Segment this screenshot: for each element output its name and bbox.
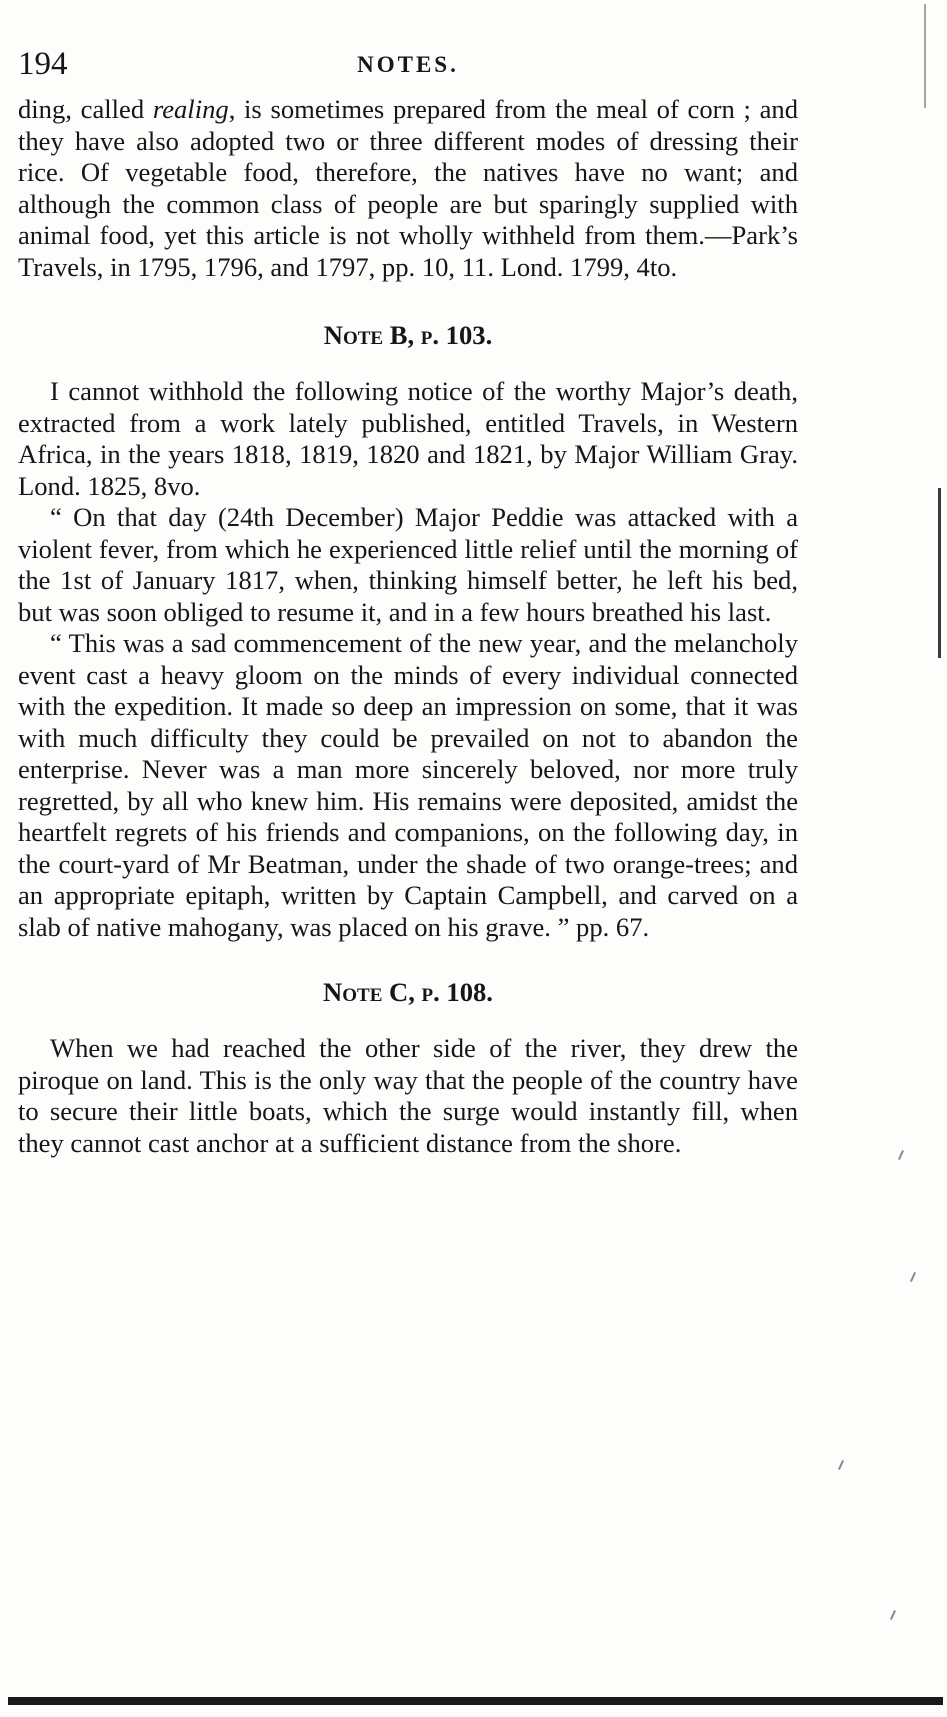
continued-paragraph: [18, 94, 798, 283]
binding-mark-middle: [938, 488, 941, 658]
note-c-heading: Note C, p. 108.: [323, 977, 493, 1007]
italic-term: realing: [152, 94, 229, 124]
page-header: [18, 44, 798, 88]
binding-mark-top: [924, 4, 926, 108]
note-b-paragraph-2: “ On that day (24th December) Major Peddie was attacked with a violent fever, from which he experienced little relief until the morning of the 1st of January 1817, when, thinking himself better, he left his bed, but was soon obliged to resume it, and in a few hours breathed his last.: [18, 502, 798, 627]
note-b-paragraph-3: “ This was a sad commencement of the new year, and the melancholy event cast a heavy gloom on the minds of every individual connected with the expedition. It made so deep an impression on some, that it was with much difficulty they could be prevailed on not to abandon the enterprise. Never was a man more sincerely beloved, nor more truly regretted, by all who knew him. His remains were deposited, amidst the heartfelt regrets of his friends and companions, on the following day, in the court-yard of Mr Beatman, under the shade of two orange-trees; and an appropriate epitaph, written by Captain Campbell, and carved on a slab of native mahogany, was placed on his grave. ” pp. 67.: [18, 628, 798, 942]
scan-speck: [838, 1460, 844, 1470]
note-c-paragraph-1: When we had reached the other side of the river, they drew the piroque on land. This is the only way that the people of the country have to secure their little boats, which the surge would instantly fill, when they cannot cast anchor at a sufficient distance from the shore.: [18, 1033, 798, 1158]
paragraph-text-start: ding, called: [18, 94, 153, 124]
running-head: NOTES.: [357, 52, 459, 77]
page-number: 194: [18, 46, 68, 82]
scan-speck: [890, 1610, 896, 1620]
note-b-heading: Note B, p. 103.: [323, 320, 493, 350]
body-text: [18, 94, 798, 1159]
bottom-rule: [8, 1697, 943, 1705]
paragraph-text-rest: , is sometimes prepared from the meal of corn ; and they have also adopted two or three different modes of dressing their rice. Of vegetable food, therefore, the natives have no want; and although the common class of people are but sparingly supplied with animal food, yet this article is not wholly withheld from them.—Park’s Travels, in 1795, 1796, and 1797, pp. 10, 11. Lond. 1799, 4to.: [18, 94, 798, 282]
note-b-paragraph-1: I cannot withhold the following notice of the worthy Major’s death, extracted from a work lately published, entitled Travels, in Western Africa, in the years 1818, 1819, 1820 and 1821, by Major William Gray. Lond. 1825, 8vo.: [18, 376, 798, 501]
scan-speck: [898, 1150, 904, 1160]
scan-speck: [910, 1272, 916, 1282]
